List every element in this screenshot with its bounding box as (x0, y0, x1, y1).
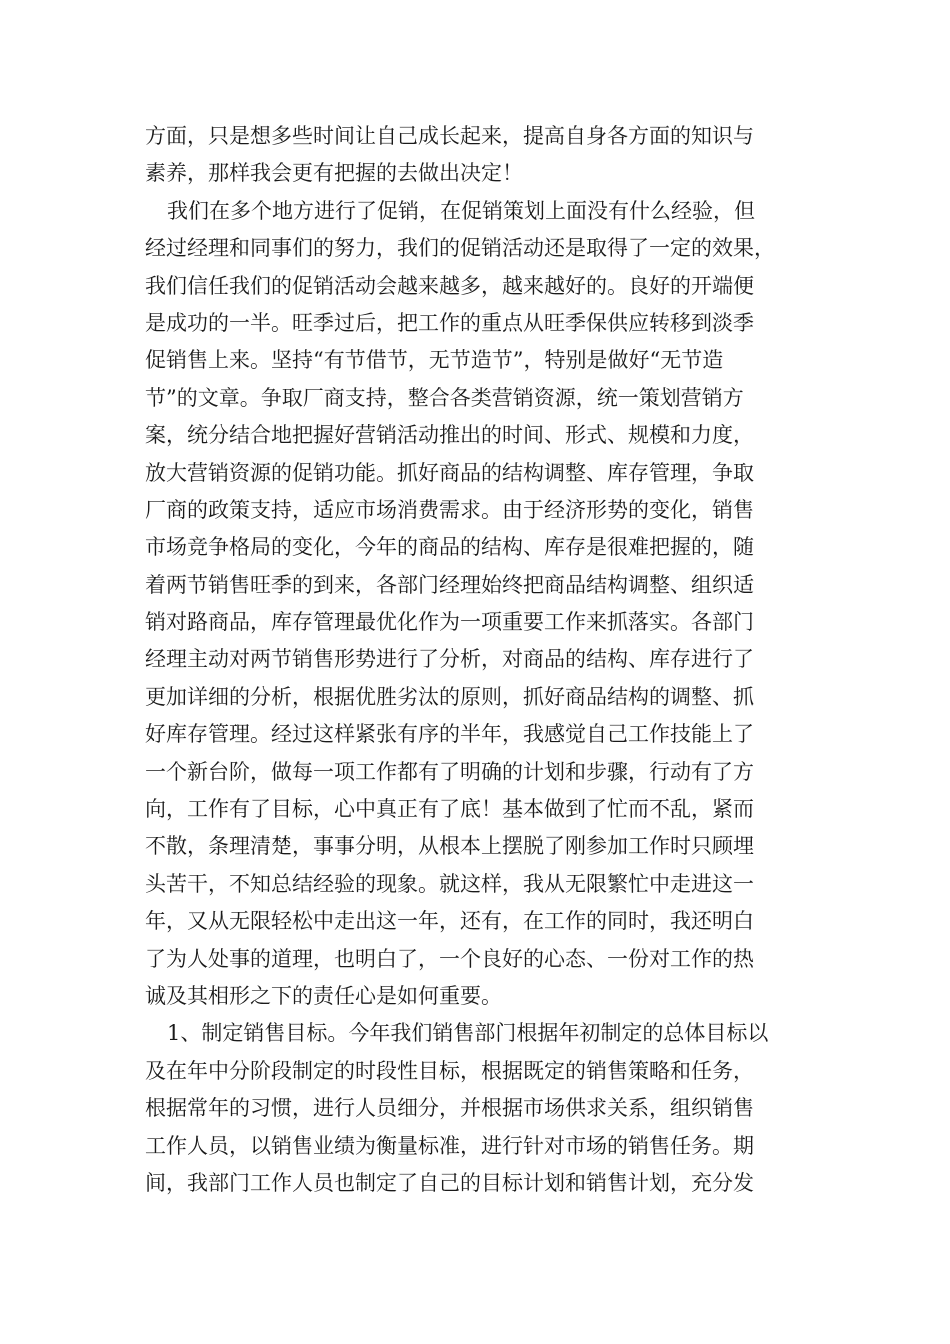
text-line: 一个新台阶，做每一项工作都有了明确的计划和步骤，行动有了方 (145, 759, 754, 784)
text-line: 间，我部门工作人员也制定了自己的目标计划和销售计划，充分发 (145, 1170, 754, 1195)
text-line: 经理主动对两节销售形势进行了分析，对商品的结构、库存进行了 (145, 647, 754, 672)
text-line: 案，统分结合地把握好营销活动推出的时间、形式、规模和力度， (145, 423, 754, 448)
text-line: 好库存管理。经过这样紧张有序的半年，我感觉自己工作技能上了 (145, 722, 754, 747)
text-line: 我们信任我们的促销活动会越来越多，越来越好的。良好的开端便 (145, 273, 754, 298)
text-line: 向，工作有了目标，心中真正有了底！基本做到了忙而不乱，紧而 (145, 797, 754, 822)
text-line: 根据常年的习惯，进行人员细分，并根据市场供求关系，组织销售 (145, 1096, 754, 1121)
text-line: 放大营销资源的促销功能。抓好商品的结构调整、库存管理，争取 (145, 460, 754, 485)
text-line: 经过经理和同事们的努力，我们的促销活动还是取得了一定的效果， (145, 236, 775, 261)
text-line: 促销售上来。坚持“有节借节，无节造节”，特别是做好“无节造 (145, 348, 724, 373)
text-line: 厂商的政策支持，适应市场消费需求。由于经济形势的变化，销售 (145, 497, 754, 522)
body-text (145, 118, 810, 1202)
text-line: 节”的文章。争取厂商支持，整合各类营销资源，统一策划营销方 (145, 385, 744, 410)
text-line: 市场竞争格局的变化，今年的商品的结构、库存是很难把握的，随 (145, 535, 754, 560)
paragraph-start-line: 我们在多个地方进行了促销，在促销策划上面没有什么经验，但 (167, 198, 755, 223)
text-line: 素养，那样我会更有把握的去做出决定！ (145, 161, 523, 186)
text-line: 头苦干，不知总结经验的现象。就这样，我从无限繁忙中走进这一 (145, 871, 754, 896)
text-line: 不散，条理清楚，事事分明，从根本上摆脱了刚参加工作时只顾埋 (145, 834, 754, 859)
text-line: 及在年中分阶段制定的时段性目标，根据既定的销售策略和任务， (145, 1058, 754, 1083)
text-line: 是成功的一半。旺季过后，把工作的重点从旺季保供应转移到淡季 (145, 310, 754, 335)
text-line: 了为人处事的道理，也明白了，一个良好的心态、一份对工作的热 (145, 946, 754, 971)
text-line: 销对路商品，库存管理最优化作为一项重要工作来抓落实。各部门 (145, 610, 754, 635)
text-line: 工作人员，以销售业绩为衡量标准，进行针对市场的销售任务。期 (145, 1133, 754, 1158)
text-line: 诚及其相形之下的责任心是如何重要。 (145, 983, 502, 1008)
text-line: 更加详细的分析，根据优胜劣汰的原则，抓好商品结构的调整、抓 (145, 684, 754, 709)
text-line: 年，又从无限轻松中走出这一年，还有，在工作的同时，我还明白 (145, 909, 754, 934)
text-line: 方面，只是想多些时间让自己成长起来，提高自身各方面的知识与 (145, 124, 754, 148)
text-line: 着两节销售旺季的到来，各部门经理始终把商品结构调整、组织适 (145, 572, 754, 597)
list-item-start-line: 1、制定销售目标。今年我们销售部门根据年初制定的总体目标以 (167, 1021, 769, 1046)
